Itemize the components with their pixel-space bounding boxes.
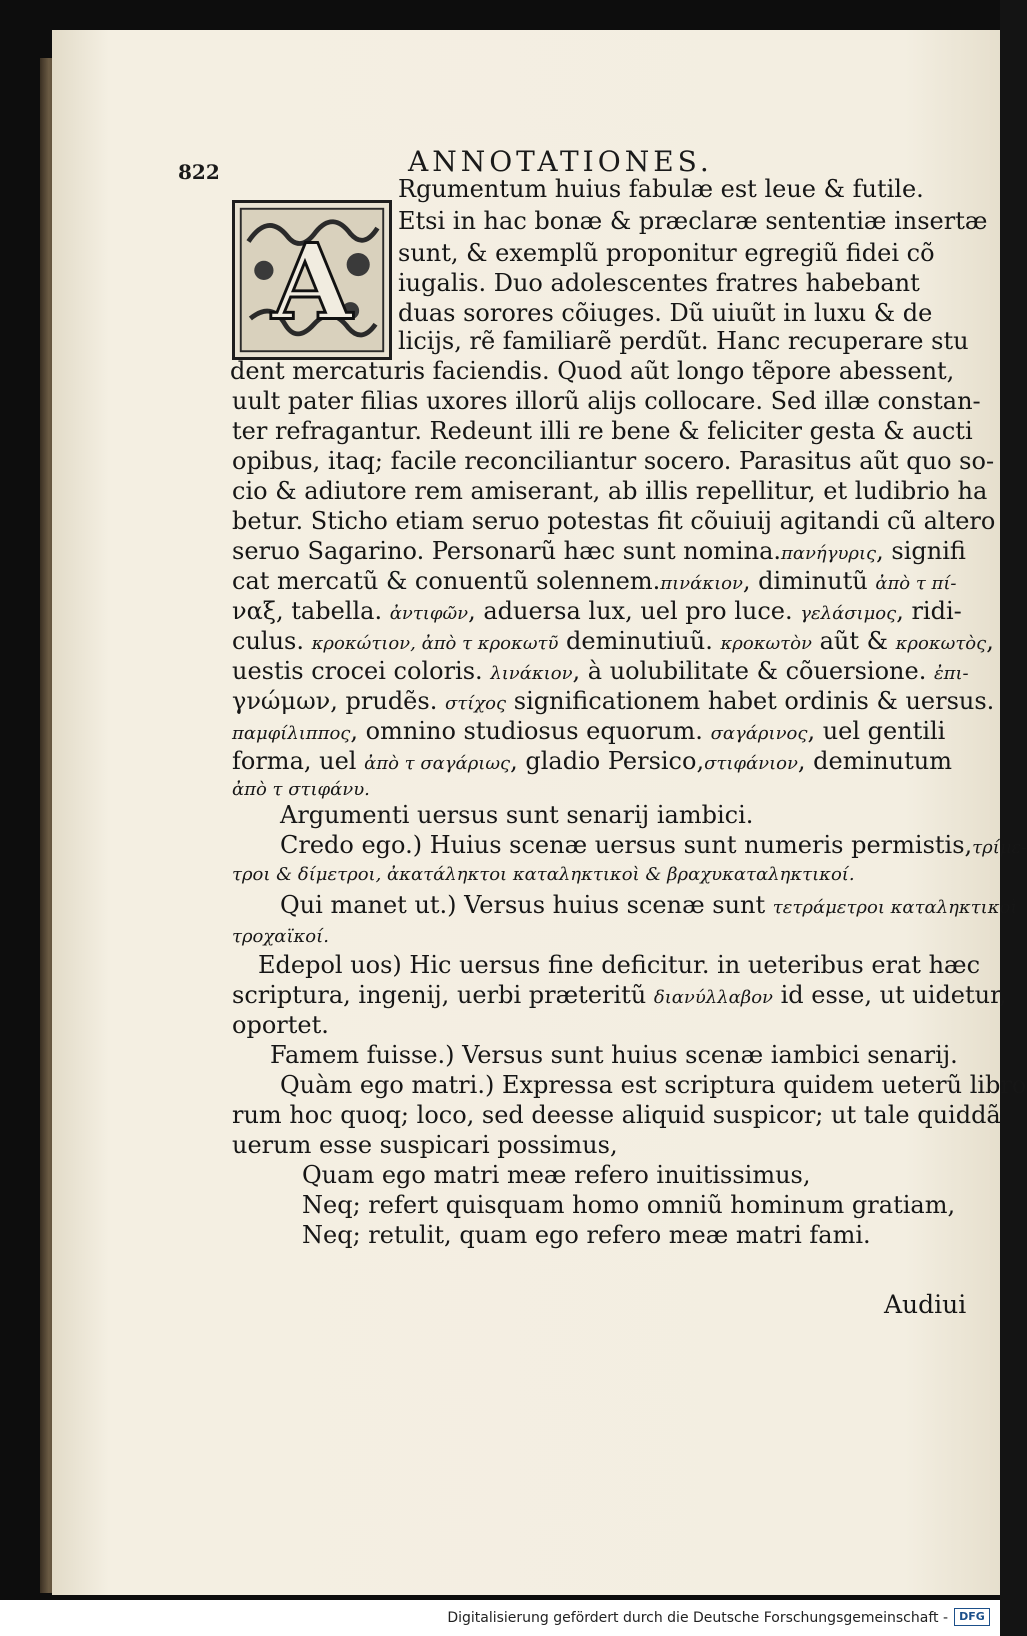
footer-credit: Digitalisierung gefördert durch die Deutsche Forschungsgemeinschaft - [447,1610,948,1626]
initial-letter: A [271,220,353,344]
greek-word: λινάκιον [490,663,573,684]
text-segment: ναξ, tabella. [232,597,383,625]
ornament-image [235,203,389,357]
text-segment: cat mercatũ & conuentũ solennem. [232,567,661,595]
text-line: sunt, & exemplũ proponitur egregiũ fidei cõ [398,239,935,267]
text-segment: , deminutum [797,747,952,775]
text-line: uerum esse suspicari possimus, [232,1131,618,1159]
text-segment: forma, uel [232,747,357,775]
greek-word: ἀπὸ τ στιφάνυ. [232,779,370,800]
digitization-footer [0,1600,1000,1636]
text-line: Etsi in hac bonæ & præclaræ sententiæ insertæ [398,207,988,235]
text-line: Famem fuisse.) Versus sunt huius scenæ iambici senarij. [270,1041,958,1069]
text-segment: , uel gentili [807,717,946,745]
text-line [232,626,994,659]
greek-word: κροκωτὸς [895,633,987,654]
text-segment: γνώμων, prudẽs. [232,687,438,715]
text-segment: uestis crocei coloris. [232,657,483,685]
text-line: Neq; refert quisquam homo omniũ hominum gratiam, [302,1191,956,1219]
text-segment: seruo Sagarino. Personarũ hæc sunt nomina. [232,537,781,565]
greek-word: ἀντιφῶν [389,603,469,624]
text-line: Rgumentum huius fabulæ est leue & futile. [398,175,924,203]
text-line: licijs, rẽ familiarẽ perdũt. Hanc recuperare stu [398,327,969,355]
text-segment: , à uolubilitate & cõuersione. [572,657,927,685]
page-number: 822 [178,160,220,184]
greek-word: ἐπι- [933,663,969,684]
text-line: uult pater filias uxores illorũ alijs collocare. Sed illæ constan- [232,387,981,415]
text-line: Quàm ego matri.) Expressa est scriptura quidem ueterũ libro [280,1071,1027,1099]
text-line: duas sorores cõiuges. Dũ uiuũt in luxu & de [398,299,933,327]
text-line: Quam ego matri meæ refero inuitissimus, [302,1161,811,1189]
text-line [232,920,329,952]
text-segment: , signifi [876,537,966,565]
text-segment: Qui manet ut.) Versus huius scenæ sunt [280,891,766,919]
decorated-initial [232,200,392,360]
text-line [232,716,945,749]
text-line [232,566,957,599]
greek-word: τετράμετροι καταληκτικοὶ [772,897,1018,918]
text-line [232,980,1007,1013]
text-line: Edepol uos) Hic uersus fine deficitur. in ueteribus erat hæc [258,951,981,979]
greek-word: ἀπὸ τ πί- [875,573,957,594]
catchword: Audiui [884,1290,967,1319]
text-segment: , [986,627,994,655]
text-line: dent mercaturis faciendis. Quod aũt longo tẽpore abessent, [230,357,955,385]
text-line [232,656,969,689]
text-line: Neq; retulit, quam ego refero meæ matri fami. [302,1221,871,1249]
text-segment: deminutiuũ. [566,627,713,655]
text-segment: Credo ego.) Huius scenæ uersus sunt numeris permistis, [280,831,973,859]
text-segment: , gladio Persico, [510,747,705,775]
text-segment: scriptura, ingenij, uerbi præteritũ [232,981,647,1009]
running-head: ANNOTATIONES. [408,145,713,178]
text-segment: id esse, ut uidetur, [780,981,1007,1009]
greek-word: τρίμε- [972,837,1027,858]
greek-word: γελάσιμος [800,603,897,624]
text-segment: aũt & [819,627,888,655]
greek-word: στίχος [444,693,507,714]
text-line [232,686,994,719]
text-line [280,890,1017,923]
text-line: betur. Sticho etiam seruo potestas fit cõuiuij agitandi cũ altero [232,507,996,535]
greek-word: κροκωτὸν [720,633,812,654]
text-segment: , omnino studiosus equorum. [350,717,703,745]
text-line: Argumenti uersus sunt senarij iambici. [280,801,754,829]
greek-word: τροχαϊκοί. [232,926,329,947]
greek-word: σαγάρινος [710,723,808,744]
greek-word: πανήγυρις [781,543,877,564]
greek-word: τροι & δίμετροι, ἀκατάληκτοι καταληκτικοὶ & βραχυκαταληκτικοί. [232,864,855,885]
greek-word: κροκώτιον, ἀπὸ τ κροκωτῦ [311,633,559,654]
text-line: rum hoc quoq; loco, sed deesse aliquid suspicor; ut tale quiddã [232,1101,1001,1129]
greek-word: ἀπὸ τ σαγάριως [364,753,511,774]
greek-word: διανύλλαβον [653,987,773,1008]
text-line [232,536,966,569]
text-segment: significationem habet ordinis & uersus. [513,687,995,715]
text-segment: , aduersa lux, uel pro luce. [468,597,793,625]
text-line: ter refragantur. Redeunt illi re bene & feliciter gesta & aucti [232,417,973,445]
text-segment: culus. [232,627,304,655]
dfg-logo: DFG [954,1608,990,1626]
text-line: oportet. [232,1011,329,1039]
text-line: iugalis. Duo adolescentes fratres habebant [398,269,920,297]
greek-word: παμφίλιππος [232,723,351,744]
text-segment: , ridi- [896,597,962,625]
text-line [232,858,855,890]
text-segment: , diminutũ [742,567,868,595]
greek-word: πινάκιον [660,573,743,594]
greek-word: στιφάνιον [704,753,798,774]
text-line [232,596,962,629]
text-line: cio & adiutore rem amiserant, ab illis repellitur, et ludibrio ha [232,477,988,505]
text-line: opibus, itaq; facile reconciliantur socero. Parasitus aũt quo so- [232,447,995,475]
